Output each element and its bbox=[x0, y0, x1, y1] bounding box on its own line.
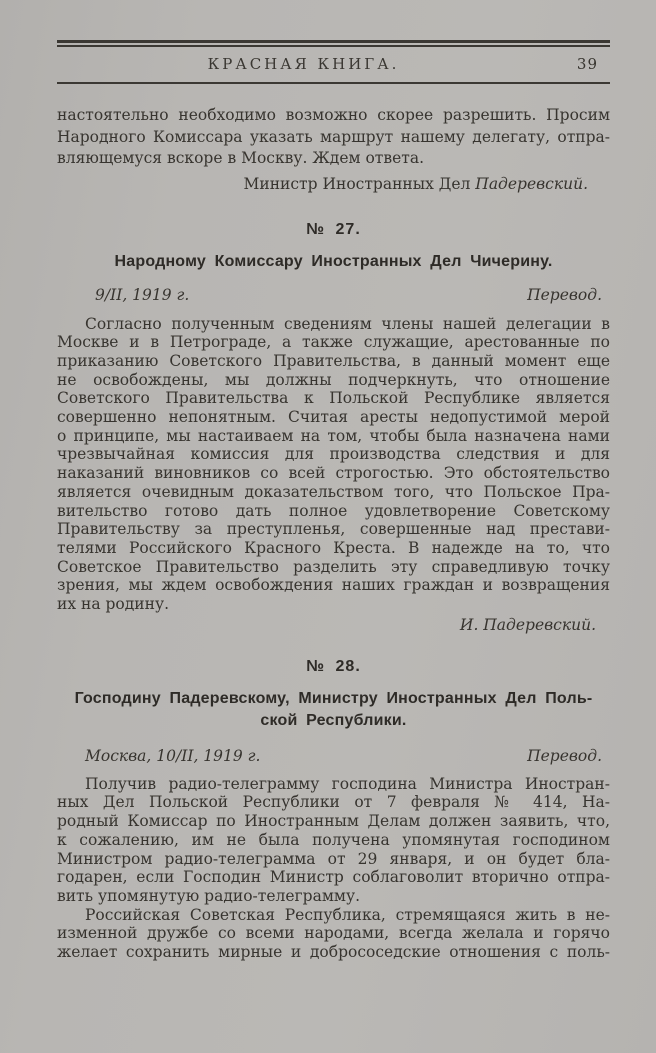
text-line: Российская Советская Республика, стремящаяся жить в не- bbox=[85, 905, 610, 924]
letter-28 bbox=[57, 658, 610, 962]
text-line: годарен, если Господин Министр соблаговолит вторично отпра- bbox=[57, 868, 610, 887]
letter-27 bbox=[57, 221, 610, 635]
letter-27-number: № 27. bbox=[306, 220, 361, 238]
signature-name: И. Падеревский. bbox=[459, 615, 596, 634]
text-line: совершенно непонятным. Считая аресты недопустимой мерой bbox=[57, 408, 610, 427]
text-line: ных Дел Польской Республики от 7 февраля № 414, На- bbox=[57, 793, 610, 812]
text-line: Народного Комиссара указать маршрут нашему делегату, отпра- bbox=[57, 127, 610, 146]
letter-27-date: 9/II, 1919 г. bbox=[95, 285, 190, 304]
text-line: телями Российского Красного Креста. В надежде на то, что bbox=[57, 538, 610, 557]
text-line: к сожалению, им не была получена упомянутая господином bbox=[57, 830, 610, 849]
text-line: наказаний виновников со всей строгостью. Это обстоятельство bbox=[57, 464, 610, 483]
letter-28-number: № 28. bbox=[306, 657, 361, 675]
signature-name: Падеревский. bbox=[475, 174, 588, 193]
text-line: Советское Правительство разделить эту справедливую точку bbox=[57, 557, 610, 576]
letter-26-signature bbox=[57, 174, 610, 194]
letter-27-meta bbox=[57, 285, 610, 305]
text-line: родный Комиссар по Иностранным Делам должен заявить, что, bbox=[57, 812, 610, 831]
text-line: их на родину. bbox=[57, 595, 170, 614]
text-line: чрезвычайная комиссия для производства следствия и для bbox=[57, 445, 610, 464]
text-line: Правительству за преступленья, совершенные над престави- bbox=[57, 520, 610, 539]
text-line: приказанию Советского Правительства, в данный момент еще bbox=[57, 351, 610, 370]
text-line: вляющемуся вскоре в Москву. Ждем ответа. bbox=[57, 149, 425, 167]
header-rule bbox=[57, 82, 610, 84]
book-title: КРАСНАЯ КНИГА. bbox=[207, 55, 400, 73]
text-line: Советского Правительства к Польской Республике является bbox=[57, 389, 610, 408]
text-line: желает сохранить мирные и добрососедские отношения с поль- bbox=[57, 943, 610, 962]
text-line: Министром радио-телеграмма от 29 января, и он будет бла- bbox=[57, 849, 610, 868]
letter-27-translation-label: Перевод. bbox=[527, 285, 602, 304]
text-line: Согласно полученным сведениям члены нашей делегации в bbox=[85, 314, 610, 333]
text-line: изменной дружбе со всеми народами, всегда желала и горячо bbox=[57, 924, 610, 943]
letter-26-continuation bbox=[57, 105, 610, 194]
letter-27-body bbox=[57, 315, 610, 614]
letter-28-paragraph-1 bbox=[57, 775, 610, 906]
text-line: Получив радио-телеграмму господина Министра Иностран- bbox=[85, 774, 610, 793]
page-content bbox=[57, 0, 610, 962]
text-line: о принципе, мы настаиваем на том, чтобы была назначена нами bbox=[57, 426, 610, 445]
letter-27-signature bbox=[57, 615, 610, 635]
letter-28-translation-label: Перевод. bbox=[527, 746, 602, 765]
running-header bbox=[57, 55, 610, 77]
top-double-rule bbox=[57, 40, 610, 47]
letter-27-addressee bbox=[57, 251, 610, 273]
letter-28-meta bbox=[57, 746, 610, 766]
page-number: 39 bbox=[576, 55, 598, 73]
text-line: вительство готово дать полное удовлетворение Советскому bbox=[57, 501, 610, 520]
signature-role: Министр Иностранных Дел bbox=[243, 174, 471, 193]
text-line: настоятельно необходимо возможно скорее разрешить. Просим bbox=[57, 106, 610, 124]
letter-28-date: Москва, 10/II, 1919 г. bbox=[85, 746, 261, 765]
text-line: зрения, мы ждем освобождения наших граждан и возвращения bbox=[57, 576, 610, 595]
text-line: Народному Комиссару Иностранных Дел Чичерину. bbox=[114, 252, 553, 270]
letter-28-addressee bbox=[57, 688, 610, 732]
text-line: ской Республики. bbox=[260, 711, 407, 729]
text-line: не освобождены, мы должны подчеркнуть, что отношение bbox=[57, 370, 610, 389]
text-line: вить упомянутую радио-телеграмму. bbox=[57, 886, 360, 905]
text-line: Москве и в Петрограде, а также служащие, арестованные по bbox=[57, 333, 610, 352]
text-line: Господину Падеревскому, Министру Иностранных Дел Поль- bbox=[74, 689, 593, 707]
letter-28-paragraph-2 bbox=[57, 906, 610, 962]
text-line: является очевидным доказательством того, что Польское Пра- bbox=[57, 482, 610, 501]
letter-26-body bbox=[57, 105, 610, 170]
